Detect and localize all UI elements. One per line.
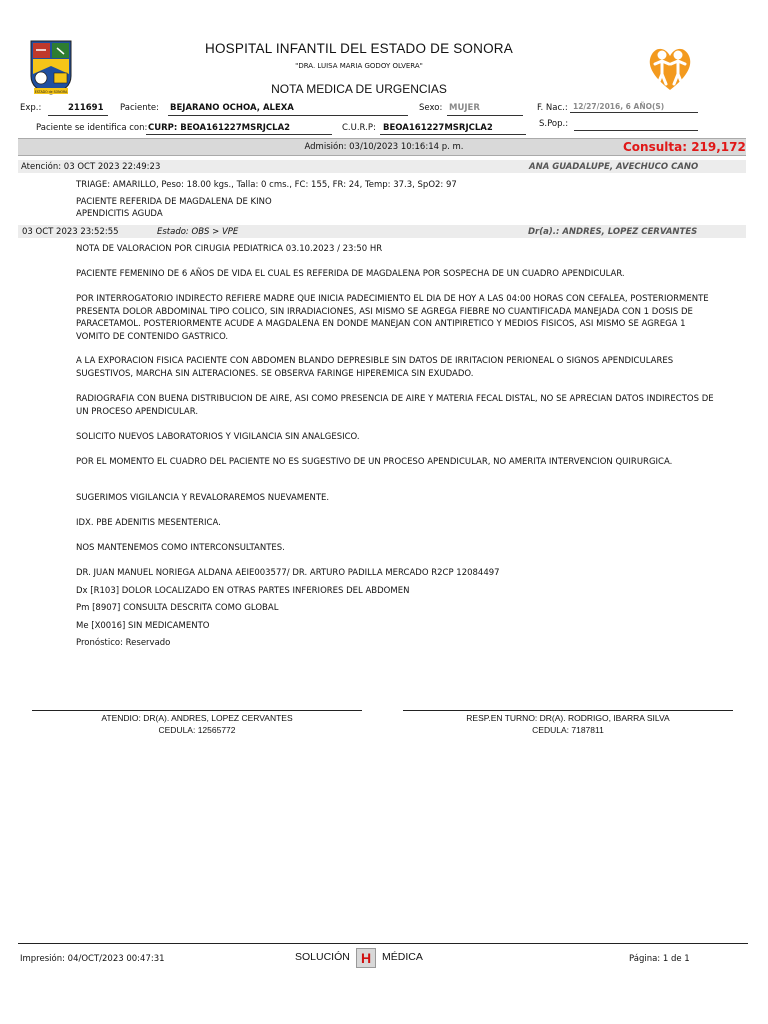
note-paragraph: PACIENTE FEMENINO DE 6 AÑOS DE VIDA EL CUAL ES REFERIDA DE MAGDALENA POR SOSPECHA DE UN CUADRO APENDICULAR. [76, 269, 625, 279]
dob-label: F. Nac.: [537, 103, 568, 113]
curp-label: C.U.R.P: [342, 123, 376, 133]
brand-solucion: SOLUCIÓN [295, 951, 350, 963]
hospital-subtitle: "DRA. LUISA MARIA GODOY OLVERA" [295, 62, 423, 70]
signature-line-left [32, 710, 362, 711]
note-paragraph: NOTA DE VALORACION POR CIRUGIA PEDIATRICA 03.10.2023 / 23:50 HR [76, 244, 383, 254]
attending-doctor: ATENDIO: DR(A). ANDRES, LOPEZ CERVANTES [101, 713, 293, 723]
brand-h-icon: H [356, 948, 376, 968]
brand-medica: MÉDICA [382, 951, 423, 963]
triage-line: TRIAGE: AMARILLO, Peso: 18.00 kgs., Talla: 0 cms., FC: 155, FR: 24, Temp: 37.3, SpO2: 97 [76, 180, 457, 190]
referral-line: PACIENTE REFERIDA DE MAGDALENA DE KINO [76, 197, 272, 207]
attention-doctor: ANA GUADALUPE, AVECHUCO CANO [529, 162, 699, 172]
patient-name-label: Paciente: [120, 103, 160, 113]
note-status: Estado: OBS > VPE [157, 227, 239, 237]
sex-label: Sexo: [419, 103, 443, 113]
exp-value: 211691 [68, 103, 104, 113]
note-paragraph: IDX. PBE ADENITIS MESENTERICA. [76, 518, 221, 528]
note-paragraph: SOLICITO NUEVOS LABORATORIOS Y VIGILANCIA SIN ANALGESICO. [76, 432, 360, 442]
spop-label: S.Pop.: [539, 119, 569, 129]
note-paragraph: A LA EXPORACION FISICA PACIENTE CON ABDOMEN BLANDO DEPRESIBLE SIN DATOS DE IRRITACION PERIONEAL O SIGNOS APENDICULARES SUGESTIVOS, MARCHA SIN ALTERACIONES. SE OBSERVA FARINGE HIPEREMICA SIN EXUDADO. [76, 356, 674, 379]
dx-line: Dx [R103] DOLOR LOCALIZADO EN OTRAS PARTES INFERIORES DEL ABDOMEN [76, 586, 410, 596]
diagnosis-line: APENDICITIS AGUDA [76, 209, 163, 219]
logo-caption: ESTADO de SONORA [34, 90, 68, 94]
shift-cedula: CEDULA: 7187811 [532, 725, 604, 735]
attending-cedula: CEDULA: 12565772 [158, 725, 236, 735]
note-paragraph: POR EL MOMENTO EL CUADRO DEL PACIENTE NO ES SUGESTIVO DE UN PROCESO APENDICULAR, NO AMERITA INTERVENCION QUIRURGICA. [76, 457, 673, 467]
note-paragraph: DR. JUAN MANUEL NORIEGA ALDANA AEIE003577/ DR. ARTURO PADILLA MERCADO R2CP 12084497 [76, 568, 500, 578]
sex-value: MUJER [449, 103, 480, 113]
consulta-number: Consulta: 219,172 [623, 140, 746, 154]
id-label: Paciente se identifica con: [36, 123, 148, 133]
id-value: CURP: BEOA161227MSRJCLA2 [148, 123, 291, 133]
note-paragraph: NOS MANTENEMOS COMO INTERCONSULTANTES. [76, 543, 285, 553]
attention-datetime: Atención: 03 OCT 2023 22:49:23 [21, 162, 161, 172]
footer-divider [18, 943, 748, 944]
note-doctor: Dr(a).: ANDRES, LOPEZ CERVANTES [528, 227, 698, 237]
admission-date: Admisión: 03/10/2023 10:16:14 p. m. [304, 142, 464, 152]
exp-label: Exp.: [20, 103, 42, 113]
pm-line: Pm [8907] CONSULTA DESCRITA COMO GLOBAL [76, 603, 279, 613]
patient-name-value: BEJARANO OCHOA, ALEXA [170, 103, 294, 113]
note-paragraph: POR INTERROGATORIO INDIRECTO REFIERE MADRE QUE INICIA PADECIMIENTO EL DIA DE HOY A LAS 04:00 HORAS CON CEFALEA, POSTERIORMENTE PRESENTA DOLOR ABDOMINAL TIPO COLICO, SIN IRRADIACIONES, ASI MISMO SE AGREGA FIEBRE NO CUANTIFICADA MANEJADA CON 1 DOSIS DE PARACETAMOL. POSTERIORMENTE ACUDE A MAGDALENA EN DONDE MANEJAN CON ANTIPIRETICO Y MEDIOS FISICOS, ASI MISMO SE AGREGA 1 VOMITO DE CONTENIDO GASTRICO. [76, 294, 709, 342]
me-line: Me [X0016] SIN MEDICAMENTO [76, 621, 210, 631]
shift-doctor: RESP.EN TURNO: DR(A). RODRIGO, IBARRA SILVA [466, 713, 670, 723]
note-paragraph: RADIOGRAFIA CON BUENA DISTRIBUCION DE AIRE, ASI COMO PRESENCIA DE AIRE Y MATERIA FECAL DISTAL, NO SE APRECIAN DATOS INDIRECTOS DE UN PROCESO APENDICULAR. [76, 394, 714, 417]
dob-value: 12/27/2016, 6 AÑO(S) [573, 102, 665, 111]
hospital-name: HOSPITAL INFANTIL DEL ESTADO DE SONORA [205, 41, 513, 56]
page-number: Página: 1 de 1 [629, 954, 690, 964]
note-title: NOTA MEDICA DE URGENCIAS [271, 82, 447, 96]
note-datetime: 03 OCT 2023 23:52:55 [22, 227, 119, 237]
prognosis-line: Pronóstico: Reservado [76, 638, 171, 648]
print-date: Impresión: 04/OCT/2023 00:47:31 [20, 954, 165, 964]
curp-value: BEOA161227MSRJCLA2 [383, 123, 493, 133]
signature-line-right [403, 710, 733, 711]
note-paragraph: SUGERIMOS VIGILANCIA Y REVALORAREMOS NUEVAMENTE. [76, 493, 330, 503]
